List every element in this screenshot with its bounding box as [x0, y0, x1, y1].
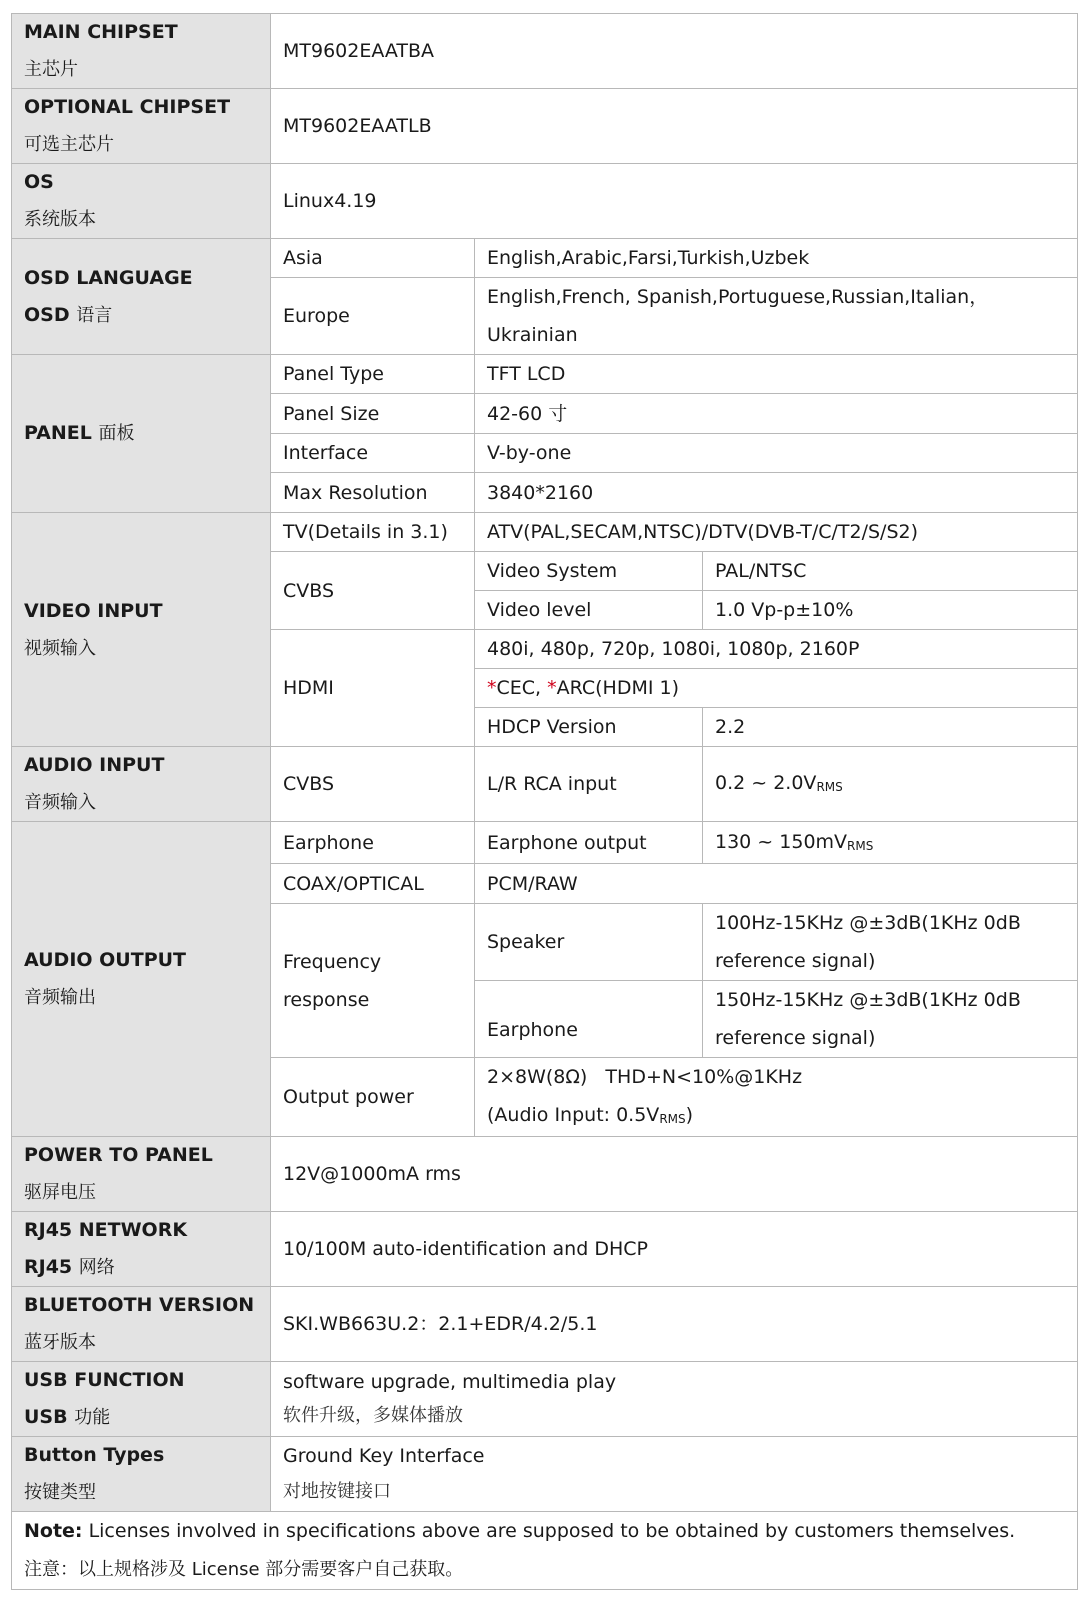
label-bluetooth: BLUETOOTH VERSION 蓝牙版本	[12, 1287, 271, 1362]
row-audio-out-earphone	[12, 822, 1078, 864]
audio-in-rca-value: 0.2 ~ 2.0VRMS	[703, 747, 1078, 822]
audio-out-power-value: 2×8W(8Ω) THD+N<10%@1KHz (Audio Input: 0.5VRMS)	[475, 1058, 1078, 1137]
row-audio-input	[12, 747, 1078, 822]
audio-out-speaker: Speaker	[475, 904, 703, 981]
osd-asia-value: English,Arabic,Farsi,Turkish,Uzbek	[475, 239, 1078, 278]
panel-size-label: Panel Size	[271, 394, 475, 434]
note-text-en: Licenses involved in specifications above are supposed to be obtained by customers themselves.	[82, 1520, 1016, 1542]
video-hdmi-res: 480i, 480p, 720p, 1080i, 1080p, 2160P	[475, 630, 1078, 669]
audio-out-earphone-value: 130 ~ 150mVRMS	[703, 822, 1078, 864]
panel-type-label: Panel Type	[271, 355, 475, 394]
panel-interface-value: V-by-one	[475, 434, 1078, 473]
row-os	[12, 164, 1078, 239]
row-main-chipset	[12, 14, 1078, 89]
value-usb: software upgrade, multimedia play 软件升级，多媒体播放	[271, 1362, 1078, 1437]
row-video-tv	[12, 513, 1078, 552]
spec-table	[11, 13, 1078, 1590]
label-audio-output: AUDIO OUTPUT 音频输出	[12, 822, 271, 1137]
note	[12, 1512, 1078, 1590]
label-usb: USB FUNCTION USB 功能	[12, 1362, 271, 1437]
video-tv-value: ATV(PAL,SECAM,NTSC)/DTV(DVB-T/C/T2/S/S2)	[475, 513, 1078, 552]
value-button-types: Ground Key Interface 对地按键接口	[271, 1437, 1078, 1512]
value-rj45: 10/100M auto-identification and DHCP	[271, 1212, 1078, 1287]
row-power-to-panel	[12, 1137, 1078, 1212]
video-level-label: Video level	[475, 591, 703, 630]
video-hdmi-cec	[475, 669, 1078, 708]
video-system-value: PAL/NTSC	[703, 552, 1078, 591]
label-os: OS 系统版本	[12, 164, 271, 239]
value-optional-chipset: MT9602EAATLB	[271, 89, 1078, 164]
video-cvbs-label: CVBS	[271, 552, 475, 630]
video-level-value: 1.0 Vp-p±10%	[703, 591, 1078, 630]
osd-europe-label: Europe	[271, 278, 475, 355]
value-main-chipset: MT9602EAATBA	[271, 14, 1078, 89]
value-os: Linux4.19	[271, 164, 1078, 239]
note-prefix: Note:	[24, 1520, 83, 1542]
audio-out-coax-value: PCM/RAW	[475, 864, 1078, 904]
label-audio-input: AUDIO INPUT 音频输入	[12, 747, 271, 822]
video-system-label: Video System	[475, 552, 703, 591]
audio-out-earphone-output: Earphone output	[475, 822, 703, 864]
row-bluetooth	[12, 1287, 1078, 1362]
osd-europe-value: English,French, Spanish,Portuguese,Russian,Italian，Ukrainian	[475, 278, 1078, 355]
row-rj45	[12, 1212, 1078, 1287]
panel-type-value: TFT LCD	[475, 355, 1078, 394]
panel-res-value: 3840*2160	[475, 473, 1078, 513]
value-power-to-panel: 12V@1000mA rms	[271, 1137, 1078, 1212]
row-optional-chipset	[12, 89, 1078, 164]
asterisk-mark: *	[547, 677, 557, 699]
asterisk-mark: *	[487, 677, 497, 699]
row-osd-asia	[12, 239, 1078, 278]
label-power-to-panel: POWER TO PANEL 驱屏电压	[12, 1137, 271, 1212]
row-panel-type	[12, 355, 1078, 394]
label-main-chipset: MAIN CHIPSET 主芯片	[12, 14, 271, 89]
hdcp-label: HDCP Version	[475, 708, 703, 747]
audio-in-cvbs: CVBS	[271, 747, 475, 822]
arc-text: ARC(HDMI 1)	[556, 677, 680, 699]
panel-size-value: 42-60 寸	[475, 394, 1078, 434]
note-text-zh: 以上规格涉及 License 部分需要客户自己获取。	[78, 1559, 464, 1580]
video-tv-label: TV(Details in 3.1)	[271, 513, 475, 552]
audio-out-frequency: Frequency response	[271, 904, 475, 1058]
row-usb	[12, 1362, 1078, 1437]
label-optional-chipset: OPTIONAL CHIPSET 可选主芯片	[12, 89, 271, 164]
label-button-types: Button Types 按键类型	[12, 1437, 271, 1512]
audio-in-rca-label: L/R RCA input	[475, 747, 703, 822]
video-hdmi-label: HDMI	[271, 630, 475, 747]
audio-out-coax: COAX/OPTICAL	[271, 864, 475, 904]
audio-out-earphone: Earphone	[271, 822, 475, 864]
audio-out-speaker-value: 100Hz-15KHz @±3dB(1KHz 0dB reference signal)	[703, 904, 1078, 981]
label-osd-language: OSD LANGUAGE OSD 语言	[12, 239, 271, 355]
label-panel: PANEL 面板	[12, 355, 271, 513]
panel-interface-label: Interface	[271, 434, 475, 473]
osd-asia-label: Asia	[271, 239, 475, 278]
panel-res-label: Max Resolution	[271, 473, 475, 513]
note-prefix-zh: 注意：	[24, 1559, 78, 1580]
audio-out-power: Output power	[271, 1058, 475, 1137]
row-note	[12, 1512, 1078, 1590]
label-rj45: RJ45 NETWORK RJ45 网络	[12, 1212, 271, 1287]
cec-text: CEC,	[496, 677, 548, 699]
label-video-input: VIDEO INPUT 视频输入	[12, 513, 271, 747]
row-button-types	[12, 1437, 1078, 1512]
audio-out-earphone2: Earphone	[475, 981, 703, 1058]
value-bluetooth: SKI.WB663U.2：2.1+EDR/4.2/5.1	[271, 1287, 1078, 1362]
audio-out-earphone2-value: 150Hz-15KHz @±3dB(1KHz 0dB reference signal)	[703, 981, 1078, 1058]
hdcp-value: 2.2	[703, 708, 1078, 747]
